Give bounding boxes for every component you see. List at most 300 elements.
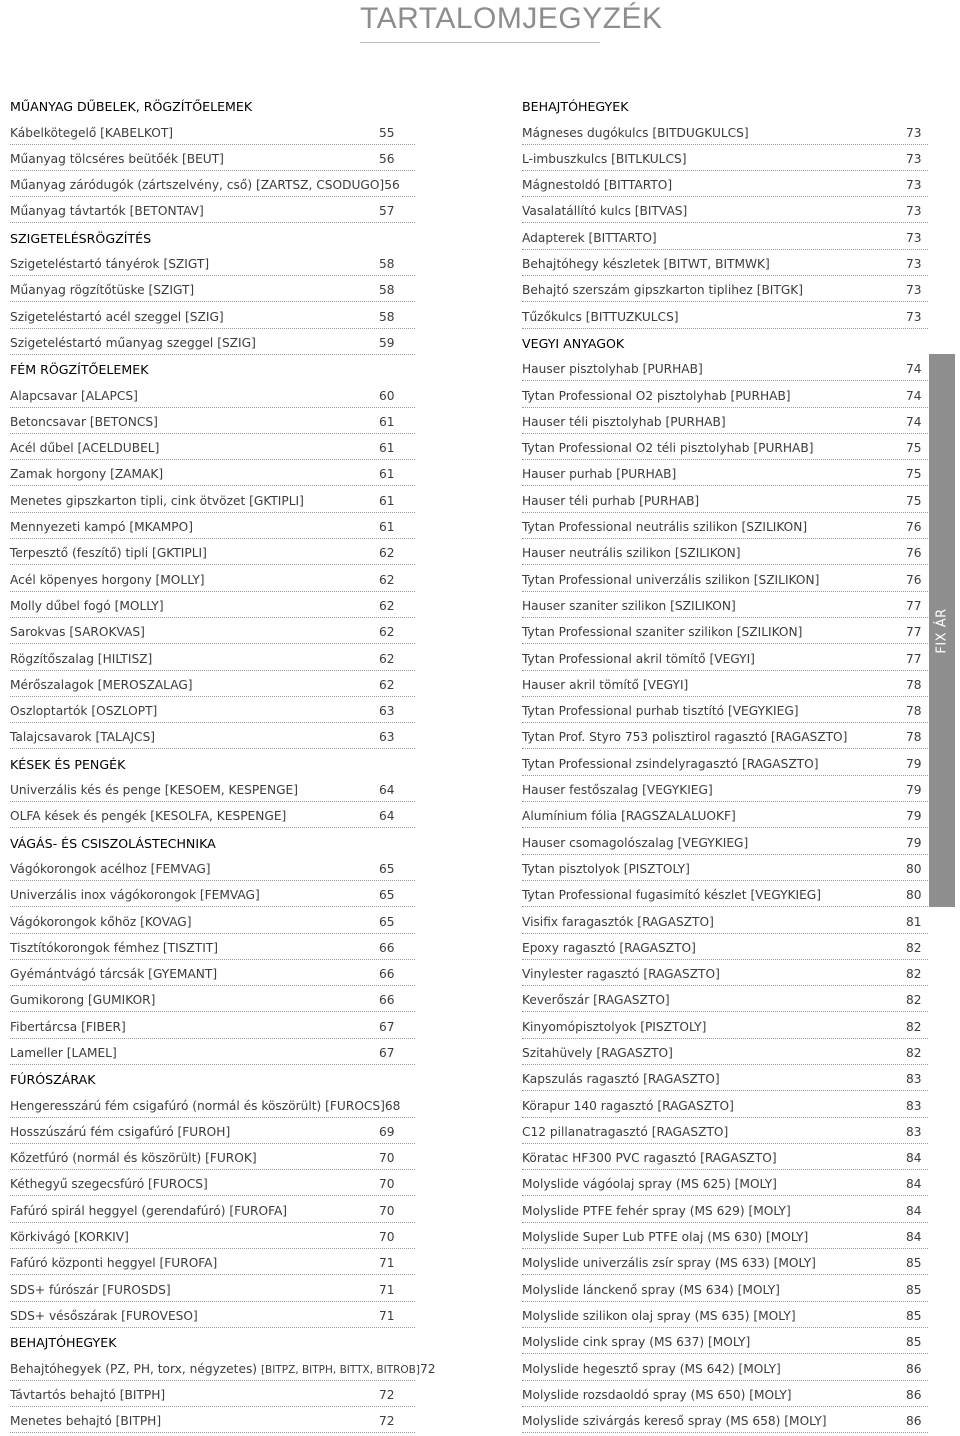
toc-entry-text: Vinylester ragasztó [RAGASZTO]: [522, 967, 720, 982]
toc-entry-title: [522, 126, 906, 140]
toc-entry-text: Tytan Professional akril tömítő [VEGYI]: [522, 651, 755, 666]
toc-entry[interactable]: [10, 802, 415, 828]
toc-entry-title: [522, 704, 906, 718]
toc-entry-title: [522, 783, 906, 797]
section-heading: FÚRÓSZÁRAK: [10, 1072, 96, 1088]
toc-entry-text: Betoncsavar [BETONCS]: [10, 414, 158, 429]
section-heading: BEHAJTÓHEGYEK: [10, 1335, 117, 1351]
toc-entry[interactable]: [522, 355, 928, 381]
section-heading: FÉM RÖGZÍTŐELEMEK: [10, 362, 149, 378]
toc-entry[interactable]: [522, 250, 928, 276]
toc-entry-title: [10, 1230, 379, 1244]
toc-entry[interactable]: [522, 1039, 928, 1065]
toc-entry-page: 83: [906, 1098, 922, 1113]
toc-entry-title: [10, 704, 379, 718]
toc-entry[interactable]: [522, 276, 928, 302]
toc-entry[interactable]: [10, 171, 415, 197]
toc-entry-title: [522, 1072, 906, 1086]
toc-entry-text: Molyslide cink spray (MS 637) [MOLY]: [522, 1335, 751, 1350]
toc-entry-page: 86: [906, 1414, 922, 1429]
toc-entry-page: 86: [906, 1361, 922, 1376]
toc-entry-page: 60: [379, 388, 395, 403]
toc-entry[interactable]: [522, 1196, 928, 1222]
toc-entry[interactable]: [10, 776, 415, 802]
toc-entry-page: 61: [379, 414, 395, 429]
toc-entry-title: [522, 1099, 906, 1113]
toc-entry-title: [10, 283, 379, 297]
toc-entry-text: Körapur 140 ragasztó [RAGASZTO]: [522, 1098, 734, 1113]
toc-entry-title: [10, 1204, 379, 1218]
toc-entry-title: [522, 283, 906, 297]
toc-entry[interactable]: [10, 460, 415, 486]
toc-entry-title: [522, 362, 906, 376]
toc-entry-title: [522, 1414, 906, 1428]
toc-entry[interactable]: [10, 1091, 415, 1117]
toc-entry-title: [10, 126, 379, 140]
toc-entry[interactable]: [522, 1407, 928, 1433]
toc-entry-page: 63: [379, 704, 395, 719]
toc-entry-title: [10, 441, 379, 455]
toc-entry-text: Kőzetfúró (normál és köszörült) [FUROK]: [10, 1151, 257, 1166]
toc-entry[interactable]: [10, 1381, 415, 1407]
toc-entry-text: Szigeteléstartó tányérok [SZIGT]: [10, 257, 210, 272]
toc-entry-page: 66: [379, 967, 395, 982]
toc-entry[interactable]: [522, 513, 928, 539]
toc-entry-title: [522, 546, 906, 560]
toc-entry[interactable]: [522, 1091, 928, 1117]
section-heading: VEGYI ANYAGOK: [522, 335, 625, 351]
toc-entry[interactable]: [522, 1328, 928, 1354]
toc-entry-page: 81: [906, 914, 922, 929]
toc-entry-text: Terpesztő (feszítő) tipli [GKTIPLI]: [10, 546, 207, 561]
toc-entry-title: [10, 678, 379, 692]
toc-entry-text: Behajtóhegy készletek [BITWT, BITMWK]: [522, 257, 770, 272]
toc-entry[interactable]: [10, 960, 415, 986]
toc-entry-title: [522, 573, 906, 587]
toc-entry-page: 86: [906, 1387, 922, 1402]
toc-entry-page: 82: [906, 1019, 922, 1034]
toc-entry-title: [10, 1256, 379, 1270]
toc-entry[interactable]: [522, 802, 928, 828]
toc-entry[interactable]: [522, 723, 928, 749]
toc-entry-text: Hauser purhab [PURHAB]: [522, 467, 677, 482]
toc-entry-page: 73: [906, 151, 922, 166]
toc-entry-title: [522, 178, 906, 192]
toc-entry-text: Alumínium fólia [RAGSZALALUOKF]: [522, 809, 736, 824]
toc-entry-text: Univerzális kés és penge [KESOEM, KESPENGE]: [10, 783, 298, 798]
toc-entry-page: 65: [379, 888, 395, 903]
toc-entry[interactable]: [522, 565, 928, 591]
toc-entry-text: Hauser csomagolószalag [VEGYKIEG]: [522, 835, 749, 850]
toc-entry-page: 65: [379, 861, 395, 876]
toc-entry-text: Hauser téli pisztolyhab [PURHAB]: [522, 414, 726, 429]
toc-entry[interactable]: [522, 644, 928, 670]
toc-entry[interactable]: [10, 302, 415, 328]
toc-entry-title: [10, 310, 379, 324]
toc-entry[interactable]: [522, 934, 928, 960]
toc-entry[interactable]: [10, 592, 415, 618]
toc-entry[interactable]: [10, 539, 415, 565]
toc-entry[interactable]: [522, 486, 928, 512]
page-title: TARTALOMJEGYZÉK: [360, 2, 663, 35]
toc-entry-page: 77: [906, 651, 922, 666]
toc-entry[interactable]: [522, 1249, 928, 1275]
toc-entry-page: 73: [906, 283, 922, 298]
toc-entry[interactable]: [522, 618, 928, 644]
toc-entry[interactable]: [10, 907, 415, 933]
toc-entry-text: Mágnestoldó [BITTARTO]: [522, 178, 673, 193]
toc-entry[interactable]: [10, 881, 415, 907]
toc-entry-text: Tytan Professional O2 pisztolyhab [PURHAB]: [522, 388, 791, 403]
toc-entry-title: [10, 915, 379, 929]
toc-entry[interactable]: [522, 1012, 928, 1038]
toc-entry-title: [522, 599, 906, 613]
toc-entry-title: [522, 993, 906, 1007]
toc-entry-text: Tytan Professional szaniter szilikon [SZILIKON]: [522, 625, 803, 640]
toc-entry-title: [522, 1283, 906, 1297]
toc-entry-page: 78: [906, 677, 922, 692]
toc-entry-page: 75: [906, 467, 922, 482]
toc-entry-text: Molyslide Super Lub PTFE olaj (MS 630) [MOLY]: [522, 1230, 809, 1245]
toc-entry-text: Hosszúszárú fém csigafúró [FUROH]: [10, 1124, 231, 1139]
toc-entry-text: Visifix faragasztók [RAGASZTO]: [522, 914, 714, 929]
toc-entry-title: [10, 1283, 379, 1297]
toc-entry-text: Tytan Professional zsindelyragasztó [RAGASZTO]: [522, 756, 819, 771]
toc-entry[interactable]: [10, 986, 415, 1012]
toc-entry-text: Tytan pisztolyok [PISZTOLY]: [522, 861, 690, 876]
toc-entry[interactable]: [522, 855, 928, 881]
toc-entry[interactable]: [522, 671, 928, 697]
toc-entry[interactable]: [10, 697, 415, 723]
toc-entry-page: 62: [379, 572, 395, 587]
toc-entry-page: 76: [906, 520, 922, 535]
toc-entry-page: 57: [379, 204, 395, 219]
toc-entry-title: [10, 152, 379, 166]
toc-entry[interactable]: [10, 329, 415, 355]
toc-entry-text: Hauser szaniter szilikon [SZILIKON]: [522, 598, 736, 613]
toc-entry[interactable]: [10, 618, 415, 644]
toc-entry-text: Molyslide vágóolaj spray (MS 625) [MOLY]: [522, 1177, 777, 1192]
toc-entry[interactable]: [522, 145, 928, 171]
toc-entry-text: Kábelkötegelő [KABELKOT]: [10, 125, 174, 140]
toc-entry-title: [10, 1177, 379, 1191]
toc-entry-title: [10, 178, 384, 192]
toc-entry[interactable]: [10, 145, 415, 171]
toc-entry-page: 77: [906, 598, 922, 613]
toc-entry-title: [10, 809, 379, 823]
toc-entry-page: 82: [906, 993, 922, 1008]
toc-entry-page: 70: [379, 1230, 395, 1245]
toc-entry-page: 67: [379, 1045, 395, 1060]
toc-entry[interactable]: [10, 1407, 415, 1433]
toc-entry-page: 79: [906, 756, 922, 771]
toc-entry-page: 68: [384, 1098, 401, 1113]
toc-entry[interactable]: [10, 1302, 415, 1328]
toc-entry[interactable]: [522, 1170, 928, 1196]
toc-entry-page: 75: [906, 441, 922, 456]
toc-entry-page: 74: [906, 388, 922, 403]
toc-entry-title: [522, 1204, 906, 1218]
toc-entry-page: 74: [906, 414, 922, 429]
toc-entry-text: Műanyag tölcséres beütőék [BEUT]: [10, 151, 224, 166]
toc-entry-title: [522, 1177, 906, 1191]
toc-entry-text: Behajtóhegyek (PZ, PH, torx, négyzetes): [10, 1361, 258, 1376]
title-block: [360, 0, 663, 44]
toc-entry-page: 70: [379, 1151, 395, 1166]
toc-entry[interactable]: [522, 1223, 928, 1249]
toc-entry[interactable]: [10, 276, 415, 302]
section-heading: SZIGETELÉSRÖGZÍTÉS: [10, 230, 152, 246]
toc-entry-page: 62: [379, 625, 395, 640]
toc-entry-title: [10, 967, 379, 981]
toc-entry-text: Lameller [LAMEL]: [10, 1045, 117, 1060]
toc-entry-text: Molyslide lánckenő spray (MS 634) [MOLY]: [522, 1282, 780, 1297]
toc-entry-title: [10, 467, 379, 481]
toc-entry[interactable]: [10, 1039, 415, 1065]
toc-entry-text: Oszloptartók [OSZLOPT]: [10, 704, 158, 719]
toc-entry-title: [522, 1020, 906, 1034]
toc-entry-page: 79: [906, 783, 922, 798]
toc-entry-title: [10, 1309, 379, 1323]
toc-entry-page: 69: [379, 1124, 395, 1139]
toc-entry[interactable]: [522, 1275, 928, 1301]
toc-entry[interactable]: [10, 934, 415, 960]
toc-entry[interactable]: [522, 881, 928, 907]
toc-entry[interactable]: [10, 1170, 415, 1196]
toc-entry-title: [10, 573, 379, 587]
toc-entry-text: Epoxy ragasztó [RAGASZTO]: [522, 940, 696, 955]
toc-entry-page: 71: [379, 1308, 395, 1323]
toc-entry-text: Tytan Prof. Styro 753 polisztirol ragasztó [RAGASZTO]: [522, 730, 848, 745]
toc-entry[interactable]: [522, 907, 928, 933]
toc-entry-title: [10, 520, 379, 534]
toc-entry-page: 82: [906, 1045, 922, 1060]
toc-entry-page: 64: [379, 783, 395, 798]
toc-entry[interactable]: [522, 223, 928, 249]
toc-entry[interactable]: [10, 250, 415, 276]
toc-entry[interactable]: [522, 697, 928, 723]
toc-entry-text: Mágneses dugókulcs [BITDUGKULCS]: [522, 125, 749, 140]
toc-entry[interactable]: [522, 1354, 928, 1380]
toc-entry[interactable]: [522, 1381, 928, 1407]
toc-entry-text: Tytan Professional univerzális szilikon [SZILIKON]: [522, 572, 820, 587]
toc-entry-page: 62: [379, 651, 395, 666]
toc-entry[interactable]: [522, 828, 928, 854]
toc-entry[interactable]: [522, 592, 928, 618]
toc-entry[interactable]: [522, 302, 928, 328]
toc-entry-page: 77: [906, 625, 922, 640]
toc-entry-title: [522, 1309, 906, 1323]
toc-entry-text: Hauser akril tömítő [VEGYI]: [522, 677, 689, 692]
toc-entry-title: [10, 204, 379, 218]
toc-entry[interactable]: [10, 644, 415, 670]
toc-entry-page: 73: [906, 125, 922, 140]
side-tab[interactable]: [929, 354, 955, 907]
toc-entry[interactable]: [10, 1223, 415, 1249]
toc-entry-title: [522, 678, 906, 692]
toc-entry[interactable]: [10, 118, 415, 144]
toc-entry[interactable]: [10, 513, 415, 539]
toc-entry-text: Vágókorongok acélhoz [FEMVAG]: [10, 861, 211, 876]
toc-entry[interactable]: [10, 408, 415, 434]
toc-entry[interactable]: [522, 381, 928, 407]
toc-entry-title: [522, 415, 906, 429]
toc-entry-text: Behajtó szerszám gipszkarton tiplihez [BITGK]: [522, 283, 804, 298]
toc-entry-text: Talajcsavarok [TALAJCS]: [10, 730, 156, 745]
toc-entry-title: [522, 1125, 906, 1139]
toc-entry-title: [10, 730, 379, 744]
toc-entry-title: [522, 730, 906, 744]
toc-entry-text: Vasalatállító kulcs [BITVAS]: [522, 204, 688, 219]
toc-entry-title: [10, 1125, 379, 1139]
toc-entry[interactable]: [10, 1144, 415, 1170]
toc-entry-page: 74: [906, 362, 922, 377]
toc-entry-text: Rögzítőszalag [HILTISZ]: [10, 651, 153, 666]
toc-entry-title: [522, 1256, 906, 1270]
toc-entry-text: Kéthegyű szegecsfúró [FUROCS]: [10, 1177, 208, 1192]
toc-entry-page: 58: [379, 283, 395, 298]
toc-entry-page: 84: [906, 1177, 922, 1192]
toc-entry-text: Tűzőkulcs [BITTUZKULCS]: [522, 309, 679, 324]
toc-entry-page: 59: [379, 335, 395, 350]
toc-entry-text: Mennyezeti kampó [MKAMPO]: [10, 520, 193, 535]
section-heading: MŰANYAG DŰBELEK, RÖGZÍTŐELEMEK: [10, 99, 253, 115]
toc-entry-page: 71: [379, 1282, 395, 1297]
toc-entry-page: 82: [906, 940, 922, 955]
toc-entry-title: [10, 993, 379, 1007]
toc-entry-page: 62: [379, 677, 395, 692]
toc-entry[interactable]: [10, 1118, 415, 1144]
toc-entry[interactable]: [10, 197, 415, 223]
toc-entry[interactable]: [10, 434, 415, 460]
toc-entry-title: [522, 757, 906, 771]
section-heading: BEHAJTÓHEGYEK: [522, 99, 629, 115]
toc-entry-title: [10, 415, 379, 429]
toc-entry-title: [10, 783, 379, 797]
toc-entry-text: Zamak horgony [ZAMAK]: [10, 467, 164, 482]
toc-entry-text: Molyslide szilikon olaj spray (MS 635) [MOLY]: [522, 1308, 796, 1323]
toc-entry-text: Tytan Professional purhab tisztító [VEGYKIEG]: [522, 704, 799, 719]
toc-entry-title: [10, 389, 379, 403]
toc-entry[interactable]: [10, 1196, 415, 1222]
toc-entry[interactable]: [522, 1118, 928, 1144]
toc-entry[interactable]: [522, 539, 928, 565]
toc-entry-title: [522, 967, 906, 981]
toc-entry[interactable]: [522, 1144, 928, 1170]
title-underline: [360, 42, 600, 43]
toc-entry-text: Tytan Professional O2 téli pisztolyhab [PURHAB]: [522, 441, 814, 456]
toc-entry-title: [522, 204, 906, 218]
toc-entry-title: [10, 888, 379, 902]
toc-entry-text: Kinyomópisztolyok [PISZTOLY]: [522, 1019, 707, 1034]
toc-entry-title: [10, 494, 379, 508]
toc-entry-title: [10, 599, 379, 613]
toc-entry[interactable]: [522, 749, 928, 775]
toc-entry-text: Menetes gipszkarton tipli, cink ötvözet [GKTIPLI]: [10, 493, 304, 508]
toc-entry[interactable]: [522, 408, 928, 434]
toc-entry-page: 61: [379, 493, 395, 508]
toc-entry[interactable]: [10, 381, 415, 407]
toc-entry[interactable]: [522, 197, 928, 223]
toc-entry-page: 58: [379, 309, 395, 324]
toc-entry[interactable]: [522, 776, 928, 802]
toc-entry-page: 56: [384, 178, 400, 193]
toc-entry-text: Fafúró spirál heggyel (gerendafúró) [FUROFA]: [10, 1203, 288, 1218]
toc-entry-title: [10, 1020, 379, 1034]
toc-entry-title: [10, 1362, 420, 1376]
toc-entry[interactable]: [10, 671, 415, 697]
toc-entry-title: [10, 1046, 379, 1060]
toc-entry-text: C12 pillanatragasztó [RAGASZTO]: [522, 1124, 729, 1139]
toc-entry-page: 73: [906, 230, 922, 245]
toc-entry-text: Molyslide rozsdaoldó spray (MS 650) [MOLY]: [522, 1387, 792, 1402]
toc-entry[interactable]: [522, 171, 928, 197]
toc-entry[interactable]: [10, 1354, 436, 1380]
toc-entry-page: 61: [379, 441, 395, 456]
toc-entry-text: Hauser téli purhab [PURHAB]: [522, 493, 700, 508]
toc-entry-text: SDS+ vésőszárak [FUROVESO]: [10, 1308, 198, 1323]
toc-entry[interactable]: [10, 1249, 415, 1275]
toc-entry-page: 76: [906, 572, 922, 587]
toc-entry-page: 71: [379, 1256, 395, 1271]
toc-entry-title: [10, 257, 379, 271]
toc-entry[interactable]: [522, 1065, 928, 1091]
toc-entry-page: 66: [379, 993, 395, 1008]
toc-entry[interactable]: [10, 486, 415, 512]
toc-entry-title: [10, 941, 379, 955]
toc-entry-text: Tytan Professional fugasimító készlet [VEGYKIEG]: [522, 888, 822, 903]
toc-entry-page: 85: [906, 1282, 922, 1297]
toc-entry-title: [522, 1230, 906, 1244]
toc-entry-title: [10, 1151, 379, 1165]
toc-entry[interactable]: [522, 1302, 928, 1328]
toc-entry[interactable]: [522, 986, 928, 1012]
toc-entry-page: 80: [906, 861, 922, 876]
toc-entry-text: Kapszulás ragasztó [RAGASZTO]: [522, 1072, 720, 1087]
toc-entry-page: 84: [906, 1230, 922, 1245]
toc-entry-text: Alapcsavar [ALAPCS]: [10, 388, 138, 403]
toc-entry-text: Távtartós behajtó [BITPH]: [10, 1387, 166, 1402]
toc-entry-page: 58: [379, 257, 395, 272]
toc-entry-page: 65: [379, 914, 395, 929]
toc-entry-title: [522, 441, 906, 455]
toc-entry[interactable]: [522, 434, 928, 460]
toc-entry[interactable]: [522, 118, 928, 144]
toc-entry-text: Hengeresszárú fém csigafúró (normál és köszörült) [FUROCS]: [10, 1098, 385, 1113]
toc-entry[interactable]: [522, 960, 928, 986]
toc-entry[interactable]: [10, 855, 415, 881]
toc-entry-page: 76: [906, 546, 922, 561]
toc-entry-page: 62: [379, 546, 395, 561]
toc-entry[interactable]: [10, 1275, 415, 1301]
toc-entry-page: 83: [906, 1124, 922, 1139]
toc-entry-text: Műanyag rögzítőtüske [SZIGT]: [10, 283, 195, 298]
toc-entry-page: 84: [906, 1203, 922, 1218]
toc-entry-title: [522, 467, 906, 481]
toc-entry-page: 73: [906, 257, 922, 272]
toc-entry[interactable]: [10, 723, 415, 749]
toc-entry-codes: [BITPZ, BITPH, BITTX, BITROB]: [260, 1363, 420, 1376]
toc-entry-page: 70: [379, 1177, 395, 1192]
toc-entry-text: Univerzális inox vágókorongok [FEMVAG]: [10, 888, 260, 903]
toc-entry-page: 85: [906, 1335, 922, 1350]
toc-entry-title: [522, 1046, 906, 1060]
toc-entry[interactable]: [522, 460, 928, 486]
toc-entry[interactable]: [10, 1012, 415, 1038]
toc-entry-title: [522, 652, 906, 666]
toc-entry[interactable]: [10, 565, 415, 591]
toc-entry-page: 67: [379, 1019, 395, 1034]
